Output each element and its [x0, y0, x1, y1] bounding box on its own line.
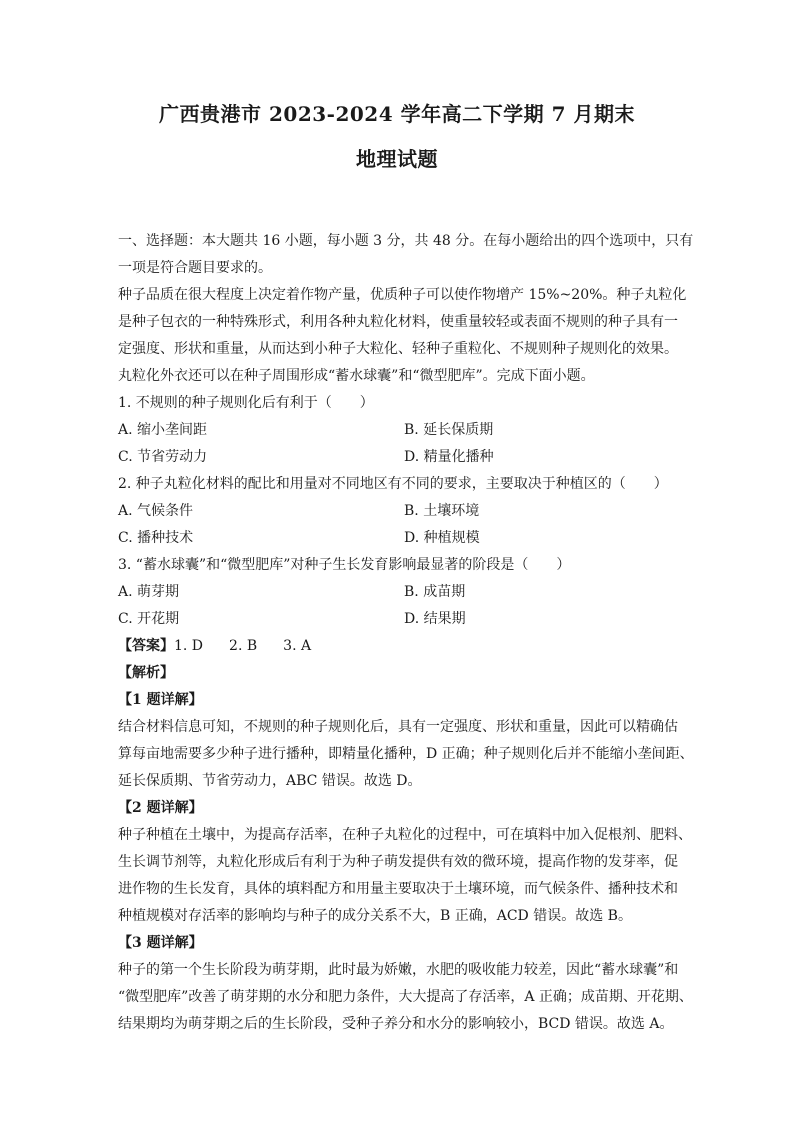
question-stem: 3. “蓄水球囊”和“微型肥库”对种子生长发育影响最显著的阶段是（ ） [118, 557, 571, 573]
question-option: D. 种植规模 [404, 530, 480, 546]
detail-line: 延长保质期、节省劳动力，ABC 错误。故选 D。 [118, 773, 422, 789]
question-option: C. 节省劳动力 [118, 449, 208, 465]
detail-label: 【3 题详解】 [118, 935, 203, 951]
question-option: C. 开花期 [118, 611, 180, 627]
detail-line: 进作物的生长发育，具体的填料配方和用量主要取决于土壤环境，而气候条件、播种技术和 [118, 881, 678, 897]
question-option: B. 土壤环境 [404, 503, 480, 519]
material-line: 是种子包衣的一种特殊形式，利用各种丸粒化材料，使重量较轻或表面不规则的种子具有一 [118, 314, 678, 330]
detail-line: 种子的第一个生长阶段为萌芽期，此时最为娇嫩，水肥的吸收能力较差，因此“蓄水球囊”和 [118, 962, 679, 978]
answer-item: 1. D [174, 638, 204, 654]
answer-item: 2. B [229, 638, 258, 654]
question-option: D. 结果期 [404, 611, 466, 627]
detail-line: 结合材料信息可知，不规则的种子规则化后，具有一定强度、形状和重量，因此可以精确估 [118, 719, 678, 735]
section-intro-line: 一、选择题：本大题共 16 小题，每小题 3 分，共 48 分。在每小题给出的四个选项中，只有 [118, 233, 694, 249]
answer-label: 【答案】 [118, 638, 174, 654]
question-option: A. 缩小垄间距 [118, 422, 208, 438]
detail-line: 种子种植在土壤中，为提高存活率，在种子丸粒化的过程中，可在填料中加入促根剂、肥料、 [118, 827, 692, 843]
analysis-label: 【解析】 [118, 665, 174, 681]
question-option: A. 萌芽期 [118, 584, 180, 600]
question-stem: 1. 不规则的种子规则化后有利于（ ） [118, 395, 374, 411]
detail-line: 结果期均为萌芽期之后的生长阶段，受种子养分和水分的影响较小，BCD 错误。故选 A。 [118, 1016, 674, 1032]
answer-line [118, 638, 311, 654]
question-option: B. 成苗期 [404, 584, 466, 600]
page-title: 广西贵港市 2023-2024 学年高二下学期 7 月期末 [159, 102, 635, 126]
page-subtitle: 地理试题 [356, 147, 438, 171]
detail-line: 生长调节剂等，丸粒化形成后有利于为种子萌发提供有效的微环境，提高作物的发芽率，促 [118, 854, 678, 870]
answer-item: 3. A [283, 638, 312, 654]
detail-line: 算每亩地需要多少种子进行播种，即精量化播种，D 正确；种子规则化后并不能缩小垄间距、 [118, 746, 694, 762]
material-line: 定强度、形状和重量，从而达到小种子大粒化、轻种子重粒化、不规则种子规则化的效果。 [118, 341, 678, 357]
detail-label: 【2 题详解】 [118, 800, 203, 816]
question-stem: 2. 种子丸粒化材料的配比和用量对不同地区有不同的要求，主要取决于种植区的（ ） [118, 476, 668, 492]
detail-line: 种植规模对存活率的影响均与种子的成分关系不大，B 正确，ACD 错误。故选 B。 [118, 908, 632, 924]
question-option: C. 播种技术 [118, 530, 194, 546]
material-line: 丸粒化外衣还可以在种子周围形成“蓄水球囊”和“微型肥库”。完成下面小题。 [118, 368, 595, 384]
question-option: D. 精量化播种 [404, 449, 494, 465]
section-intro-line: 一项是符合题目要求的。 [118, 260, 272, 276]
material-line: 种子品质在很大程度上决定着作物产量，优质种子可以使作物增产 15%~20%。种子丸粒化 [118, 287, 687, 303]
question-option: B. 延长保质期 [404, 422, 494, 438]
detail-label: 【1 题详解】 [118, 692, 203, 708]
detail-line: “微型肥库”改善了萌芽期的水分和肥力条件，大大提高了存活率，A 正确；成苗期、开花期、 [118, 989, 693, 1005]
question-option: A. 气候条件 [118, 503, 194, 519]
